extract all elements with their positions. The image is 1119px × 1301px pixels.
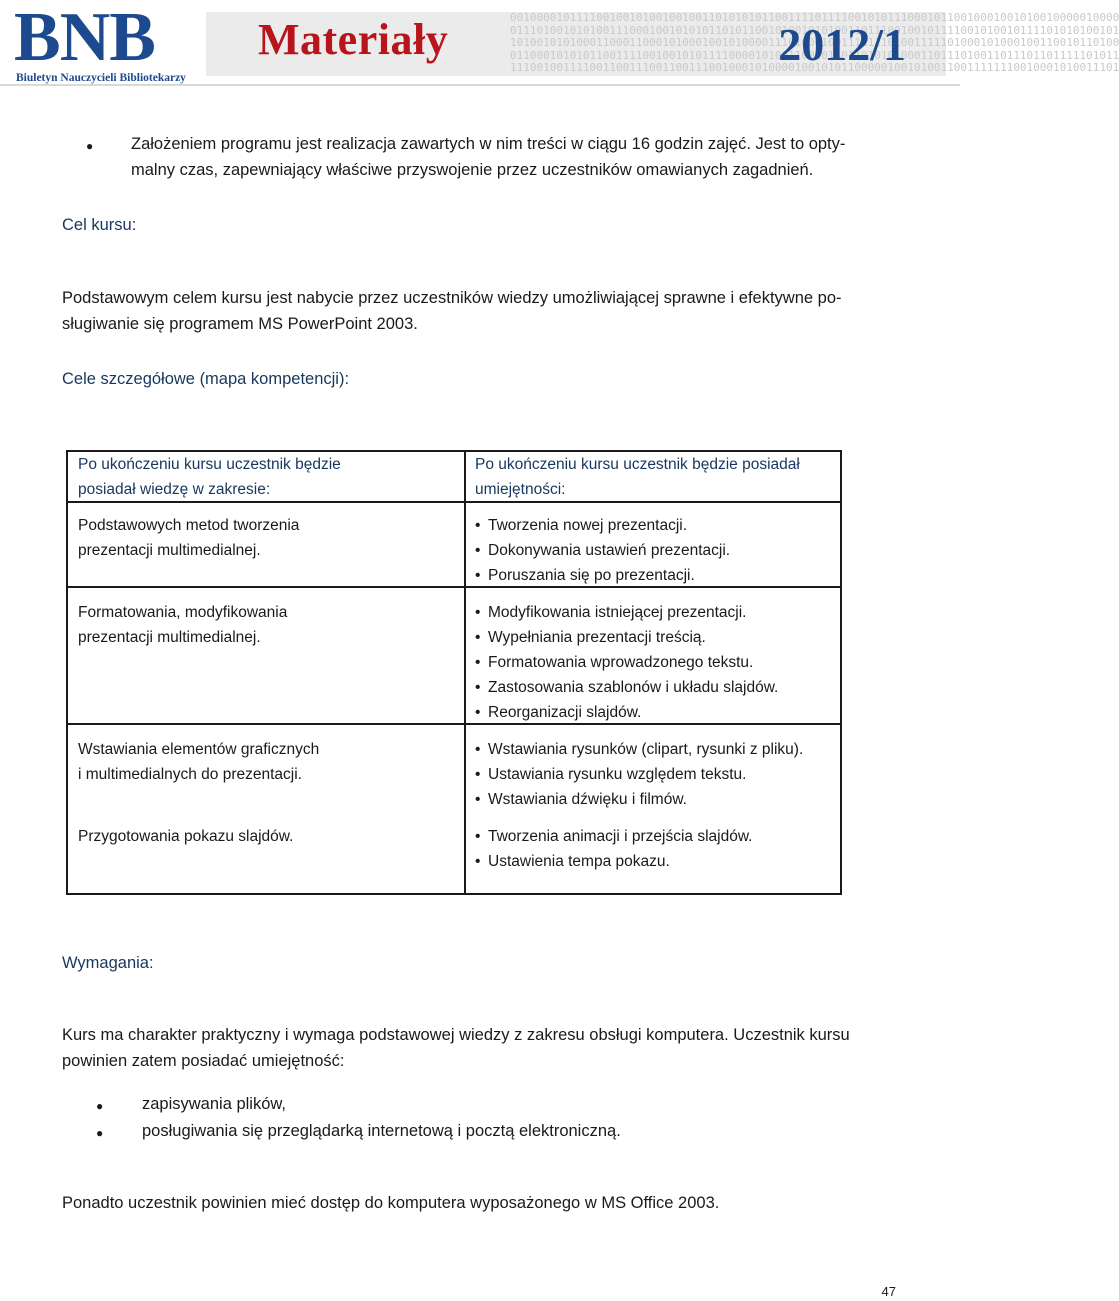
requirement-item: posługiwania się przeglądarką internetową i pocztą elektroniczną.	[142, 1122, 621, 1140]
requirements-line-2: powinien zatem posiadać umiejętność:	[62, 1052, 345, 1070]
knowledge-cell	[78, 737, 319, 787]
skill-item: • Wstawiania dźwięku i filmów.	[475, 787, 803, 812]
binary-row: 01100010101011001111001001010111100001010011000011011010101000110111010011011101101111101011	[510, 48, 1119, 62]
goal-line-2: sługiwanie się programem MS PowerPoint 2003.	[62, 315, 418, 333]
skill-item: • Tworzenia animacji i przejścia slajdów.	[475, 824, 752, 849]
skill-item: • Wypełniania prezentacji treścią.	[475, 625, 778, 650]
competencies-heading: Cele szczegółowe (mapa kompetencji):	[62, 370, 350, 388]
knowledge-cell	[78, 600, 287, 650]
skill-item: • Ustawienia tempa pokazu.	[475, 849, 752, 874]
binary-row: 00100001011110010010100100100110101010110011110111100101011100010110010001001010010000010000	[510, 11, 1119, 24]
requirements-line-1: Kurs ma charakter praktyczny i wymaga podstawowej wiedzy z zakresu obsługi komputera. Uczestnik kursu	[62, 1026, 850, 1044]
skill-item: • Reorganizacji slajdów.	[475, 700, 778, 725]
header-divider	[0, 84, 960, 86]
knowledge-line: Podstawowych metod tworzenia	[78, 517, 300, 534]
intro-line-2: malny czas, zapewniający właściwe przyswojenie przez uczestników omawianych zagadnień.	[131, 161, 814, 179]
skills-column-header	[475, 452, 800, 502]
skill-item: • Dokonywania ustawień prezentacji.	[475, 538, 730, 563]
knowledge-column-header	[78, 452, 341, 502]
requirement-item: zapisywania plików,	[142, 1095, 286, 1113]
header-line: Po ukończeniu kursu uczestnik będzie posiadał	[475, 456, 800, 473]
requirements-heading: Wymagania:	[62, 954, 154, 972]
skills-list	[475, 737, 803, 812]
requirements-closing: Ponadto uczestnik powinien mieć dostęp do komputera wyposażonego w MS Office 2003.	[62, 1194, 720, 1212]
knowledge-line: prezentacji multimedialnej.	[78, 629, 261, 646]
bnb-logo	[14, 0, 198, 84]
issue-number: 2012/1	[778, 19, 906, 70]
goal-line-1: Podstawowym celem kursu jest nabycie przez uczestników wiedzy umożliwiającej sprawne i efektywne po-	[62, 289, 842, 307]
binary-row: 01110100101010011100010010101011010110010100101010011011100100101111001010010111101010100101	[510, 23, 1119, 37]
skill-item: • Wstawiania rysunków (clipart, rysunki z pliku).	[475, 737, 803, 762]
logo-subtitle: Biuletyn Nauczycieli Bibliotekarzy	[16, 72, 186, 84]
knowledge-cell	[78, 513, 299, 563]
knowledge-line: Przygotowania pokazu slajdów.	[78, 828, 294, 845]
logo-text: BNB	[14, 0, 155, 76]
competency-table	[66, 450, 842, 895]
bullet-icon: ●	[86, 139, 94, 153]
skill-item: • Tworzenia nowej prezentacji.	[475, 513, 730, 538]
skills-list	[475, 824, 752, 874]
header-line: Po ukończeniu kursu uczestnik będzie	[78, 456, 341, 473]
header-banner	[0, 0, 1119, 86]
section-title: Materiały	[258, 15, 449, 64]
skill-item: • Poruszania się po prezentacji.	[475, 563, 730, 588]
bullet-icon: ●	[96, 1099, 104, 1113]
skills-list	[475, 513, 730, 588]
bullet-icon: ●	[96, 1126, 104, 1140]
skills-list	[475, 600, 778, 725]
page-number: 47	[881, 1284, 896, 1299]
header-line: posiadał wiedzę w zakresie:	[78, 481, 271, 498]
skill-item: • Zastosowania szablonów i układu slajdów.	[475, 675, 778, 700]
knowledge-line: Wstawiania elementów graficznych	[78, 741, 320, 758]
knowledge-line: prezentacji multimedialnej.	[78, 542, 261, 559]
binary-row: 11100100111100110011100110011100100010100001001010110000010010100110011111110010001010011101	[510, 61, 1119, 75]
skill-item: • Modyfikowania istniejącej prezentacji.	[475, 600, 778, 625]
knowledge-cell	[78, 824, 293, 849]
header-line: umiejętności:	[475, 481, 566, 498]
title-band	[206, 11, 1119, 76]
binary-row: 10100101010001100011000101000100101000011101000100111111101001111101000101000100110010110100	[510, 36, 1119, 50]
column-divider	[464, 452, 466, 893]
skill-item: • Formatowania wprowadzonego tekstu.	[475, 650, 778, 675]
intro-line-1: Założeniem programu jest realizacja zawartych w nim treści w ciągu 16 godzin zajęć. Jest to opty-	[131, 135, 846, 153]
goal-heading: Cel kursu:	[62, 216, 137, 234]
knowledge-line: Formatowania, modyfikowania	[78, 604, 288, 621]
skill-item: • Ustawiania rysunku względem tekstu.	[475, 762, 803, 787]
knowledge-line: i multimedialnych do prezentacji.	[78, 766, 302, 783]
